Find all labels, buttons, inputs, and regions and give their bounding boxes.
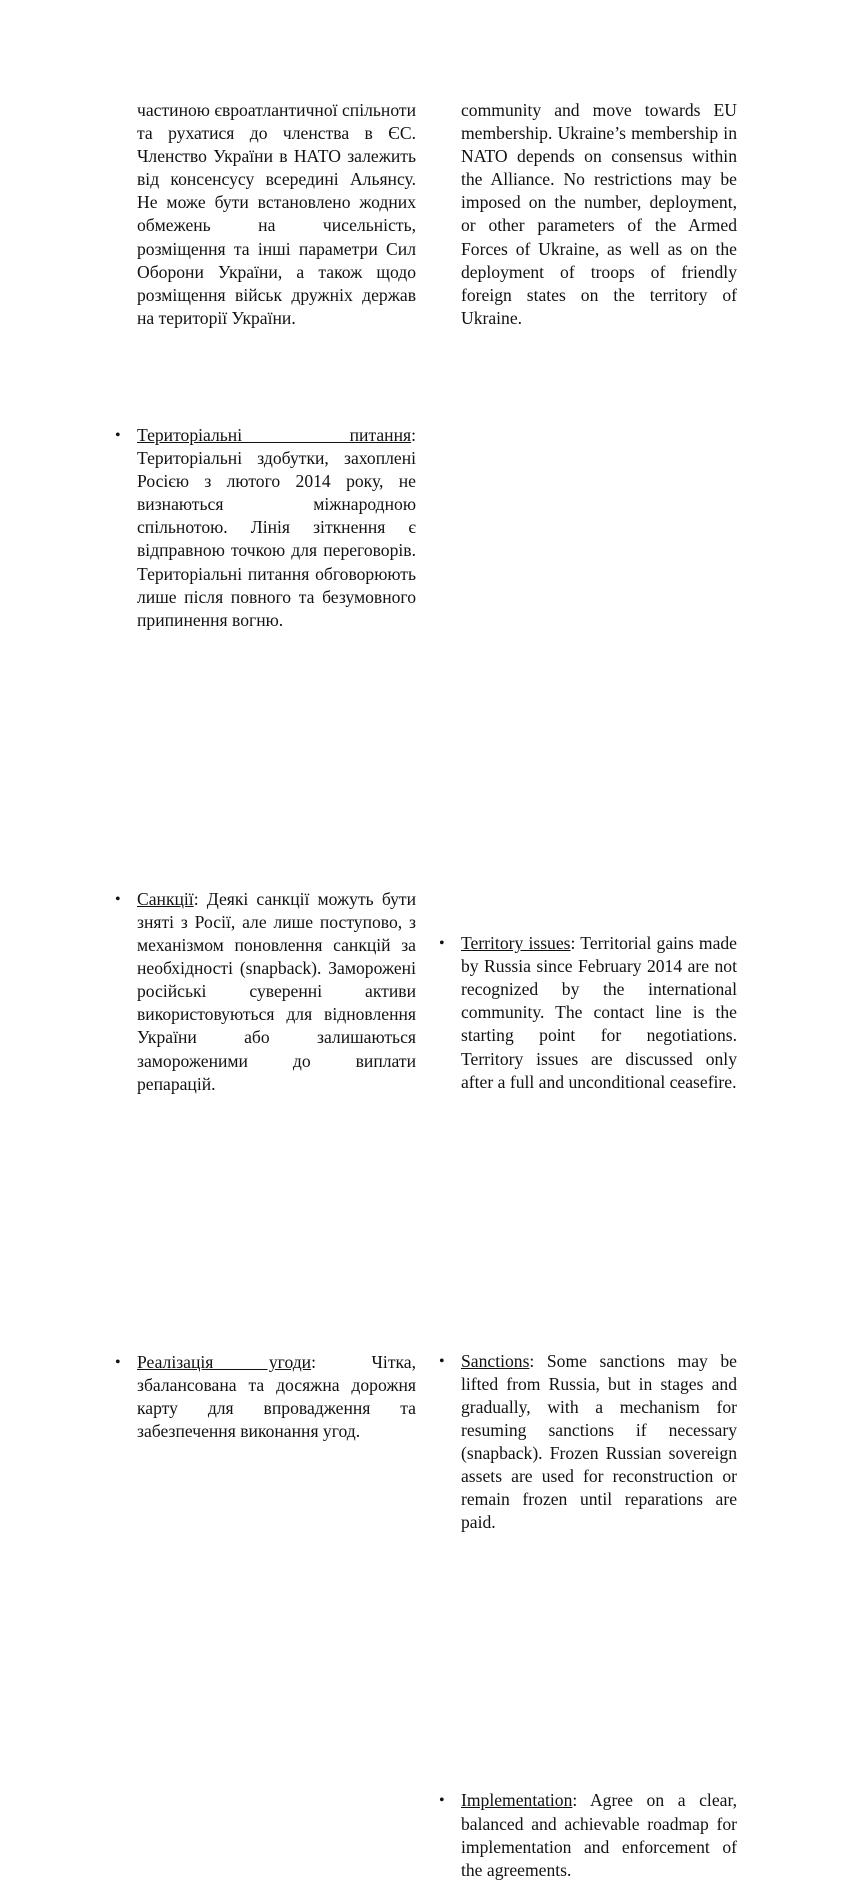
uk-territory-text: Територіальні здобутки, захоплені Росією з лютого 2014 року, не визнаються міжнародною спільнотою. Лінія зіткнення є відправною точкою для переговорів. Територіальні питання обговорюють лише після повного та безумовного припинення вогню.: [137, 448, 416, 630]
bullet-dot: •: [115, 427, 121, 444]
en-territory-text: Territorial gains made by Russia since February 2014 are not recognized by the international community. The contact line is the starting point for negotiations. Territory issues are discussed only after a full and unconditional ceasefire.: [461, 933, 737, 1092]
uk-implementation-bullet: • Реалізація угоди: Чітка, збалансована та досяжна дорожня карту для впровадження та забезпечення виконання угод.: [115, 1351, 416, 1441]
uk-implementation-label: Реалізація угоди: [137, 1351, 312, 1372]
en-implementation-text: Agree on a clear, balanced and achievable roadmap for implementation and enforcement of the agreements.: [461, 1790, 737, 1880]
bullet-dot: •: [115, 890, 121, 908]
bullet-dot: •: [439, 1352, 445, 1370]
en-territory-bullet: • Territory issues: Territorial gains made by Russia since February 2014 are not recognized by the international community. The contact line is the starting point for negotiations. Territory issues are discussed only after a full and unconditional ceasefire.: [439, 933, 737, 1092]
en-sanctions-text: Some sanctions may be lifted from Russia, but in stages and gradually, with a mechanism for resuming sanctions if necessary (snapback). Frozen Russian sovereign assets are used for reconstruction or remain frozen until reparations are paid.: [461, 1350, 737, 1533]
uk-territory-bullet: • Територіальні питання: Територіальні здобутки, захоплені Росією з лютого 2014 року, не визнаються міжнародною спільнотою. Лінія зіткнення є відправною точкою для переговорів. Територіальні питання обговорюють лише після повного та безумовного припинення вогню.: [115, 425, 416, 630]
uk-sanctions-text: Деякі санкції можуть бути зняті з Росії, але лише поступово, з механізмом поновлення санкцій за необхідності (snapback). Заморожені російські суверенні активи використовуються для відновлення України або залишаються замороженими до виплати репарацій.: [137, 888, 417, 1094]
uk-sanctions-label: Санкції: [137, 888, 194, 909]
bullet-dot: •: [439, 1792, 445, 1810]
en-intro-text: community and move towards EU membership. Ukraine’s membership in NATO depends on consensus within the Alliance. No restrictions may be imposed on the number, deployment, or other parameters of the Armed Forces of Ukraine, as well as on the deployment of troops of friendly foreign states on the territory of Ukraine.: [461, 100, 737, 328]
uk-intro-text: частиною євроатлантичної спільноти та рухатися до членства в ЄС. Членство України в НАТО залежить від консенсусу всередині Альянсу. Не може бути встановлено жодних обмежень на чисельність, розміщення та інші параметри Сил Оборони України, а також щодо розміщення військ дружніх держав на території України.: [137, 100, 416, 328]
uk-implementation-text: Чітка, збалансована та досяжна дорожня карту для впровадження та забезпечення виконання угод.: [137, 1351, 416, 1441]
en-territory-label: Territory issues: [461, 933, 571, 954]
uk-sanctions-bullet: • Санкції: Деякі санкції можуть бути зняті з Росії, але лише поступово, з механізмом поновлення санкцій за необхідності (snapback). Заморожені російські суверенні активи використовуються для відновлення України або залишаються замороженими до виплати репарацій.: [115, 888, 417, 1094]
en-implementation-bullet: • Implementation: Agree on a clear, balanced and achievable roadmap for implementation and enforcement of the agreements.: [439, 1790, 737, 1880]
uk-territory-label: Територіальні питання: [137, 425, 412, 445]
bullet-dot: •: [439, 935, 445, 953]
uk-intro: [137, 99, 416, 330]
en-intro: [461, 99, 737, 330]
bullet-dot: •: [115, 1353, 121, 1371]
en-sanctions-bullet: • Sanctions: Some sanctions may be lifted from Russia, but in stages and gradually, with a mechanism for resuming sanctions if necessary (snapback). Frozen Russian sovereign assets are used for reconstruction or remain frozen until reparations are paid.: [439, 1350, 737, 1533]
en-sanctions-label: Sanctions: [461, 1350, 530, 1371]
en-implementation-label: Implementation: [461, 1790, 573, 1811]
